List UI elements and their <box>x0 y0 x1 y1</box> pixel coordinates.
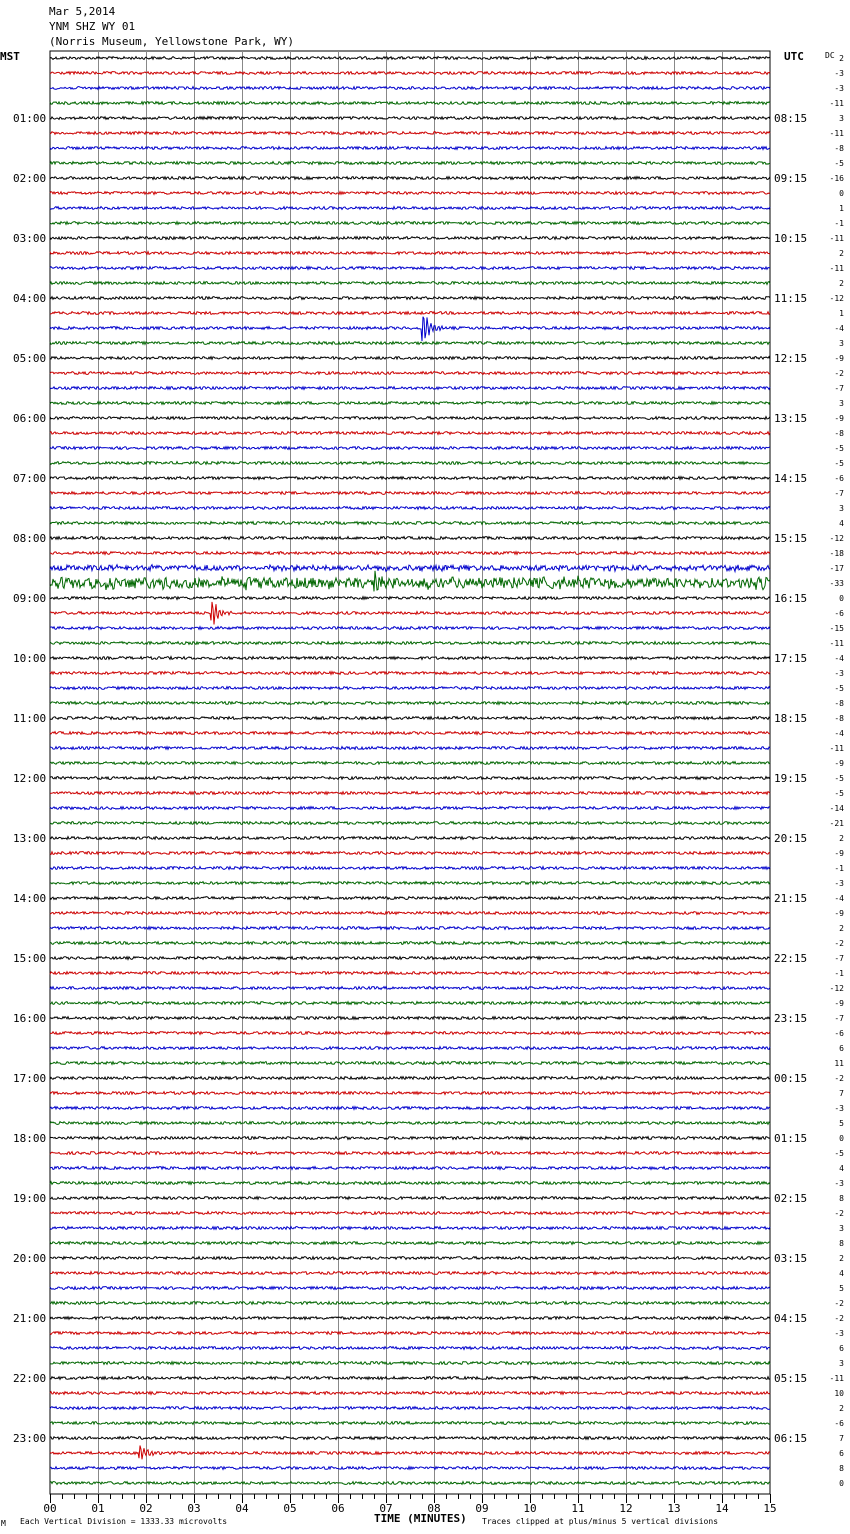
seismic-trace <box>50 1002 770 1005</box>
right-hour-label: 09:15 <box>774 172 808 185</box>
dc-offset-label: -15 <box>829 624 844 633</box>
left-hour-label: 15:00 <box>13 952 47 965</box>
seismic-trace <box>50 1272 770 1275</box>
seismic-trace <box>50 717 770 720</box>
seismic-trace <box>50 1362 770 1365</box>
dc-offset-label: 8 <box>839 1464 844 1473</box>
seismic-trace <box>50 1122 770 1125</box>
dc-offset-label: 0 <box>839 1134 844 1143</box>
dc-offset-label: -11 <box>829 234 844 243</box>
seismic-trace <box>50 987 770 990</box>
seismic-trace <box>50 807 770 810</box>
dc-offset-label: -16 <box>829 174 844 183</box>
x-tick-label: 02 <box>139 1502 153 1515</box>
dc-offset-label: 2 <box>839 279 844 288</box>
seismic-trace <box>50 702 770 705</box>
left-hour-label: 11:00 <box>13 712 47 725</box>
seismic-trace <box>50 1152 770 1155</box>
left-hour-label: 18:00 <box>13 1132 47 1145</box>
x-tick-label: 08 <box>427 1502 441 1515</box>
right-hour-label: 01:15 <box>774 1132 808 1145</box>
x-tick-label: 00 <box>43 1502 57 1515</box>
dc-offset-label: -5 <box>834 444 844 453</box>
dc-offset-label: -3 <box>834 1104 844 1113</box>
dc-offset-label: -4 <box>834 894 844 903</box>
dc-offset-label: -2 <box>834 939 844 948</box>
seismic-trace <box>50 342 770 345</box>
seismic-trace <box>50 1446 770 1460</box>
seismic-trace <box>50 222 770 225</box>
dc-offset-label: -5 <box>834 774 844 783</box>
dc-offset-label: 2 <box>839 1254 844 1263</box>
dc-offset-header: DC <box>825 51 835 60</box>
right-hour-label: 02:15 <box>774 1192 808 1205</box>
dc-offset-label: -8 <box>834 144 844 153</box>
seismic-trace <box>50 57 770 60</box>
right-hour-label: 13:15 <box>774 412 808 425</box>
dc-offset-label: 4 <box>839 519 844 528</box>
left-timezone-label: MST <box>0 50 20 63</box>
seismic-trace <box>50 1077 770 1080</box>
seismic-trace <box>50 537 770 540</box>
dc-offset-label: 2 <box>839 924 844 933</box>
dc-offset-label: 1 <box>839 309 844 318</box>
left-hour-label: 04:00 <box>13 292 47 305</box>
dc-offset-label: 6 <box>839 1344 844 1353</box>
dc-offset-label: -11 <box>829 129 844 138</box>
seismic-trace <box>50 822 770 825</box>
corner-mark: M <box>1 1519 6 1528</box>
dc-offset-label: -9 <box>834 354 844 363</box>
right-hour-label: 08:15 <box>774 112 808 125</box>
dc-offset-label: -12 <box>829 534 844 543</box>
left-hour-label: 02:00 <box>13 172 47 185</box>
seismic-trace <box>50 522 770 525</box>
seismic-trace <box>50 565 770 572</box>
dc-offset-label: -9 <box>834 909 844 918</box>
seismic-trace <box>50 192 770 195</box>
right-hour-label: 17:15 <box>774 652 808 665</box>
dc-offset-label: -7 <box>834 1014 844 1023</box>
dc-offset-label: -6 <box>834 1029 844 1038</box>
seismic-trace <box>50 1017 770 1020</box>
dc-offset-label: -11 <box>829 639 844 648</box>
dc-offset-label: 3 <box>839 114 844 123</box>
dc-offset-label: 10 <box>834 1389 844 1398</box>
seismic-trace <box>50 602 770 625</box>
dc-offset-label: -3 <box>834 1329 844 1338</box>
seismic-trace <box>50 102 770 105</box>
right-hour-label: 14:15 <box>774 472 808 485</box>
left-hour-label: 08:00 <box>13 532 47 545</box>
seismic-trace <box>50 207 770 210</box>
x-tick-label: 06 <box>331 1502 345 1515</box>
dc-offset-label: 2 <box>839 54 844 63</box>
dc-offset-label: 4 <box>839 1269 844 1278</box>
dc-offset-label: -6 <box>834 1419 844 1428</box>
seismic-trace <box>50 477 770 480</box>
dc-offset-label: 5 <box>839 1284 844 1293</box>
seismic-trace <box>50 252 770 255</box>
left-hour-label: 06:00 <box>13 412 47 425</box>
dc-offset-label: 0 <box>839 189 844 198</box>
dc-offset-label: 3 <box>839 1359 844 1368</box>
seismic-trace <box>50 282 770 285</box>
seismic-trace <box>50 642 770 645</box>
seismic-trace <box>50 1227 770 1230</box>
dc-offset-label: -17 <box>829 564 844 573</box>
dc-offset-label: -12 <box>829 984 844 993</box>
dc-offset-label: 3 <box>839 339 844 348</box>
x-tick-label: 13 <box>667 1502 681 1515</box>
dc-offset-label: 2 <box>839 834 844 843</box>
seismic-trace <box>50 867 770 870</box>
dc-offset-label: -11 <box>829 99 844 108</box>
dc-offset-label: -3 <box>834 879 844 888</box>
left-hour-label: 07:00 <box>13 472 47 485</box>
right-hour-label: 16:15 <box>774 592 808 605</box>
seismic-trace <box>50 1107 770 1110</box>
dc-offset-label: -4 <box>834 729 844 738</box>
x-tick-label: 15 <box>763 1502 777 1515</box>
seismic-trace <box>50 1242 770 1245</box>
seismic-trace <box>50 1347 770 1350</box>
dc-offset-label: 5 <box>839 1119 844 1128</box>
seismic-trace <box>50 132 770 135</box>
dc-offset-label: -1 <box>834 864 844 873</box>
dc-offset-label: -33 <box>829 579 844 588</box>
left-hour-label: 22:00 <box>13 1372 47 1385</box>
seismic-trace <box>50 462 770 465</box>
dc-offset-label: 11 <box>834 1059 844 1068</box>
x-tick-label: 14 <box>715 1502 729 1515</box>
dc-offset-label: -1 <box>834 219 844 228</box>
dc-offset-label: -2 <box>834 369 844 378</box>
right-hour-label: 15:15 <box>774 532 808 545</box>
seismic-trace <box>50 1137 770 1140</box>
x-tick-label: 10 <box>523 1502 537 1515</box>
dc-offset-label: -8 <box>834 429 844 438</box>
dc-offset-label: 2 <box>839 249 844 258</box>
seismic-trace <box>50 1467 770 1470</box>
dc-offset-label: -2 <box>834 1074 844 1083</box>
dc-offset-label: 3 <box>839 1224 844 1233</box>
left-hour-label: 13:00 <box>13 832 47 845</box>
x-tick-label: 11 <box>571 1502 585 1515</box>
right-hour-label: 03:15 <box>774 1252 808 1265</box>
dc-offset-label: -18 <box>829 549 844 558</box>
seismic-trace <box>50 87 770 90</box>
plot-date: Mar 5,2014 <box>49 5 116 18</box>
seismic-trace <box>50 942 770 945</box>
seismic-trace <box>50 597 770 600</box>
x-tick-label: 03 <box>187 1502 201 1515</box>
seismic-trace <box>50 357 770 360</box>
seismic-trace <box>50 1437 770 1440</box>
seismic-trace <box>50 957 770 960</box>
seismic-trace <box>50 1062 770 1065</box>
seismic-trace <box>50 297 770 300</box>
dc-offset-label: -11 <box>829 1374 844 1383</box>
dc-offset-label: -8 <box>834 714 844 723</box>
dc-offset-label: 7 <box>839 1434 844 1443</box>
dc-offset-label: -5 <box>834 789 844 798</box>
dc-offset-label: -4 <box>834 324 844 333</box>
dc-offset-label: -5 <box>834 684 844 693</box>
seismic-trace <box>50 1047 770 1050</box>
seismic-trace <box>50 387 770 390</box>
right-hour-label: 05:15 <box>774 1372 808 1385</box>
dc-offset-label: -11 <box>829 264 844 273</box>
dc-offset-label: -12 <box>829 294 844 303</box>
right-hour-label: 22:15 <box>774 952 808 965</box>
seismic-trace <box>50 1332 770 1335</box>
dc-offset-label: 0 <box>839 594 844 603</box>
left-hour-label: 01:00 <box>13 112 47 125</box>
seismic-trace <box>50 732 770 735</box>
dc-offset-label: -7 <box>834 954 844 963</box>
seismic-trace <box>50 777 770 780</box>
seismic-trace <box>50 657 770 660</box>
right-hour-label: 23:15 <box>774 1012 808 1025</box>
dc-offset-label: 0 <box>839 1479 844 1488</box>
dc-offset-label: -3 <box>834 84 844 93</box>
seismic-trace <box>50 571 770 592</box>
seismic-trace <box>50 1092 770 1095</box>
dc-offset-label: -7 <box>834 384 844 393</box>
dc-offset-label: -4 <box>834 654 844 663</box>
right-hour-label: 19:15 <box>774 772 808 785</box>
seismic-trace <box>50 912 770 915</box>
dc-offset-label: 3 <box>839 504 844 513</box>
dc-offset-label: -8 <box>834 699 844 708</box>
seismic-trace <box>50 117 770 120</box>
seismic-trace <box>50 177 770 180</box>
seismic-trace <box>50 267 770 270</box>
dc-offset-label: 8 <box>839 1194 844 1203</box>
dc-offset-label: -2 <box>834 1209 844 1218</box>
dc-offset-label: -9 <box>834 759 844 768</box>
seismic-trace <box>50 312 770 315</box>
left-hour-label: 05:00 <box>13 352 47 365</box>
seismic-trace <box>50 1257 770 1260</box>
seismic-trace <box>50 1302 770 1305</box>
dc-offset-label: -6 <box>834 609 844 618</box>
dc-offset-label: 1 <box>839 204 844 213</box>
seismic-trace <box>50 972 770 975</box>
seismic-trace <box>50 882 770 885</box>
dc-offset-label: -9 <box>834 849 844 858</box>
left-hour-label: 12:00 <box>13 772 47 785</box>
seismic-trace <box>50 852 770 855</box>
x-axis-title: TIME (MINUTES) <box>374 1512 467 1525</box>
dc-offset-label: -9 <box>834 999 844 1008</box>
right-hour-label: 20:15 <box>774 832 808 845</box>
seismic-trace <box>50 237 770 240</box>
dc-offset-label: 2 <box>839 1404 844 1413</box>
seismic-trace <box>50 1032 770 1035</box>
left-hour-label: 09:00 <box>13 592 47 605</box>
dc-offset-label: -14 <box>829 804 844 813</box>
dc-offset-label: -5 <box>834 1149 844 1158</box>
x-tick-label: 01 <box>91 1502 105 1515</box>
seismic-trace <box>50 1422 770 1425</box>
dc-offset-label: -6 <box>834 474 844 483</box>
seismic-trace <box>50 1317 770 1320</box>
right-hour-label: 06:15 <box>774 1432 808 1445</box>
left-hour-label: 21:00 <box>13 1312 47 1325</box>
seismic-trace <box>50 417 770 420</box>
right-hour-label: 12:15 <box>774 352 808 365</box>
dc-offset-label: -5 <box>834 459 844 468</box>
seismic-trace <box>50 1482 770 1485</box>
dc-offset-label: 6 <box>839 1449 844 1458</box>
seismic-trace <box>50 672 770 675</box>
seismic-trace <box>50 1197 770 1200</box>
seismic-trace <box>50 687 770 690</box>
dc-offset-label: 3 <box>839 399 844 408</box>
seismic-trace <box>50 1182 770 1185</box>
seismic-trace <box>50 792 770 795</box>
left-hour-label: 16:00 <box>13 1012 47 1025</box>
seismic-trace <box>50 447 770 450</box>
seismic-trace <box>50 1287 770 1290</box>
dc-offset-label: 8 <box>839 1239 844 1248</box>
left-hour-label: 10:00 <box>13 652 47 665</box>
dc-offset-label: -21 <box>829 819 844 828</box>
station-location: (Norris Museum, Yellowstone Park, WY) <box>49 35 295 48</box>
dc-offset-label: 7 <box>839 1089 844 1098</box>
vertical-scale-note: Each Vertical Division = 1333.33 microvolts <box>20 1517 228 1526</box>
seismic-trace <box>50 762 770 765</box>
right-hour-label: 21:15 <box>774 892 808 905</box>
seismic-trace <box>50 432 770 435</box>
seismic-trace <box>50 1392 770 1395</box>
right-hour-label: 00:15 <box>774 1072 808 1085</box>
seismic-trace <box>50 147 770 150</box>
dc-offset-label: -1 <box>834 969 844 978</box>
right-hour-label: 18:15 <box>774 712 808 725</box>
x-tick-label: 05 <box>283 1502 297 1515</box>
seismic-trace <box>50 162 770 165</box>
seismic-trace <box>50 1407 770 1410</box>
dc-offset-label: 4 <box>839 1164 844 1173</box>
x-tick-label: 09 <box>475 1502 489 1515</box>
seismic-trace <box>50 402 770 405</box>
seismic-trace <box>50 1212 770 1215</box>
right-hour-label: 11:15 <box>774 292 808 305</box>
left-hour-label: 20:00 <box>13 1252 47 1265</box>
left-hour-label: 03:00 <box>13 232 47 245</box>
seismic-trace <box>50 747 770 750</box>
seismic-trace <box>50 552 770 555</box>
left-hour-label: 23:00 <box>13 1432 47 1445</box>
seismic-trace <box>50 837 770 840</box>
left-hour-label: 19:00 <box>13 1192 47 1205</box>
dc-offset-label: 6 <box>839 1044 844 1053</box>
dc-offset-label: -3 <box>834 1179 844 1188</box>
seismic-trace <box>50 897 770 900</box>
x-tick-label: 12 <box>619 1502 633 1515</box>
left-hour-label: 17:00 <box>13 1072 47 1085</box>
seismic-trace <box>50 507 770 510</box>
seismic-trace <box>50 1377 770 1380</box>
seismic-trace <box>50 72 770 75</box>
seismic-trace <box>50 1167 770 1170</box>
dc-offset-label: -11 <box>829 744 844 753</box>
right-hour-label: 10:15 <box>774 232 808 245</box>
dc-offset-label: -9 <box>834 414 844 423</box>
left-hour-label: 14:00 <box>13 892 47 905</box>
dc-offset-label: -2 <box>834 1299 844 1308</box>
dc-offset-label: -3 <box>834 669 844 678</box>
dc-offset-label: -3 <box>834 69 844 78</box>
right-timezone-label: UTC <box>784 50 804 63</box>
seismic-trace <box>50 317 770 341</box>
x-tick-label: 04 <box>235 1502 249 1515</box>
clipping-note: Traces clipped at plus/minus 5 vertical divisions <box>482 1517 719 1526</box>
seismic-trace <box>50 372 770 375</box>
seismic-trace <box>50 492 770 495</box>
dc-offset-label: -5 <box>834 159 844 168</box>
right-hour-label: 04:15 <box>774 1312 808 1325</box>
x-tick-label: 07 <box>379 1502 393 1515</box>
seismic-trace <box>50 927 770 930</box>
seismic-trace <box>50 627 770 630</box>
dc-offset-label: -7 <box>834 489 844 498</box>
dc-offset-label: -2 <box>834 1314 844 1323</box>
station-id: YNM SHZ WY 01 <box>49 20 136 33</box>
